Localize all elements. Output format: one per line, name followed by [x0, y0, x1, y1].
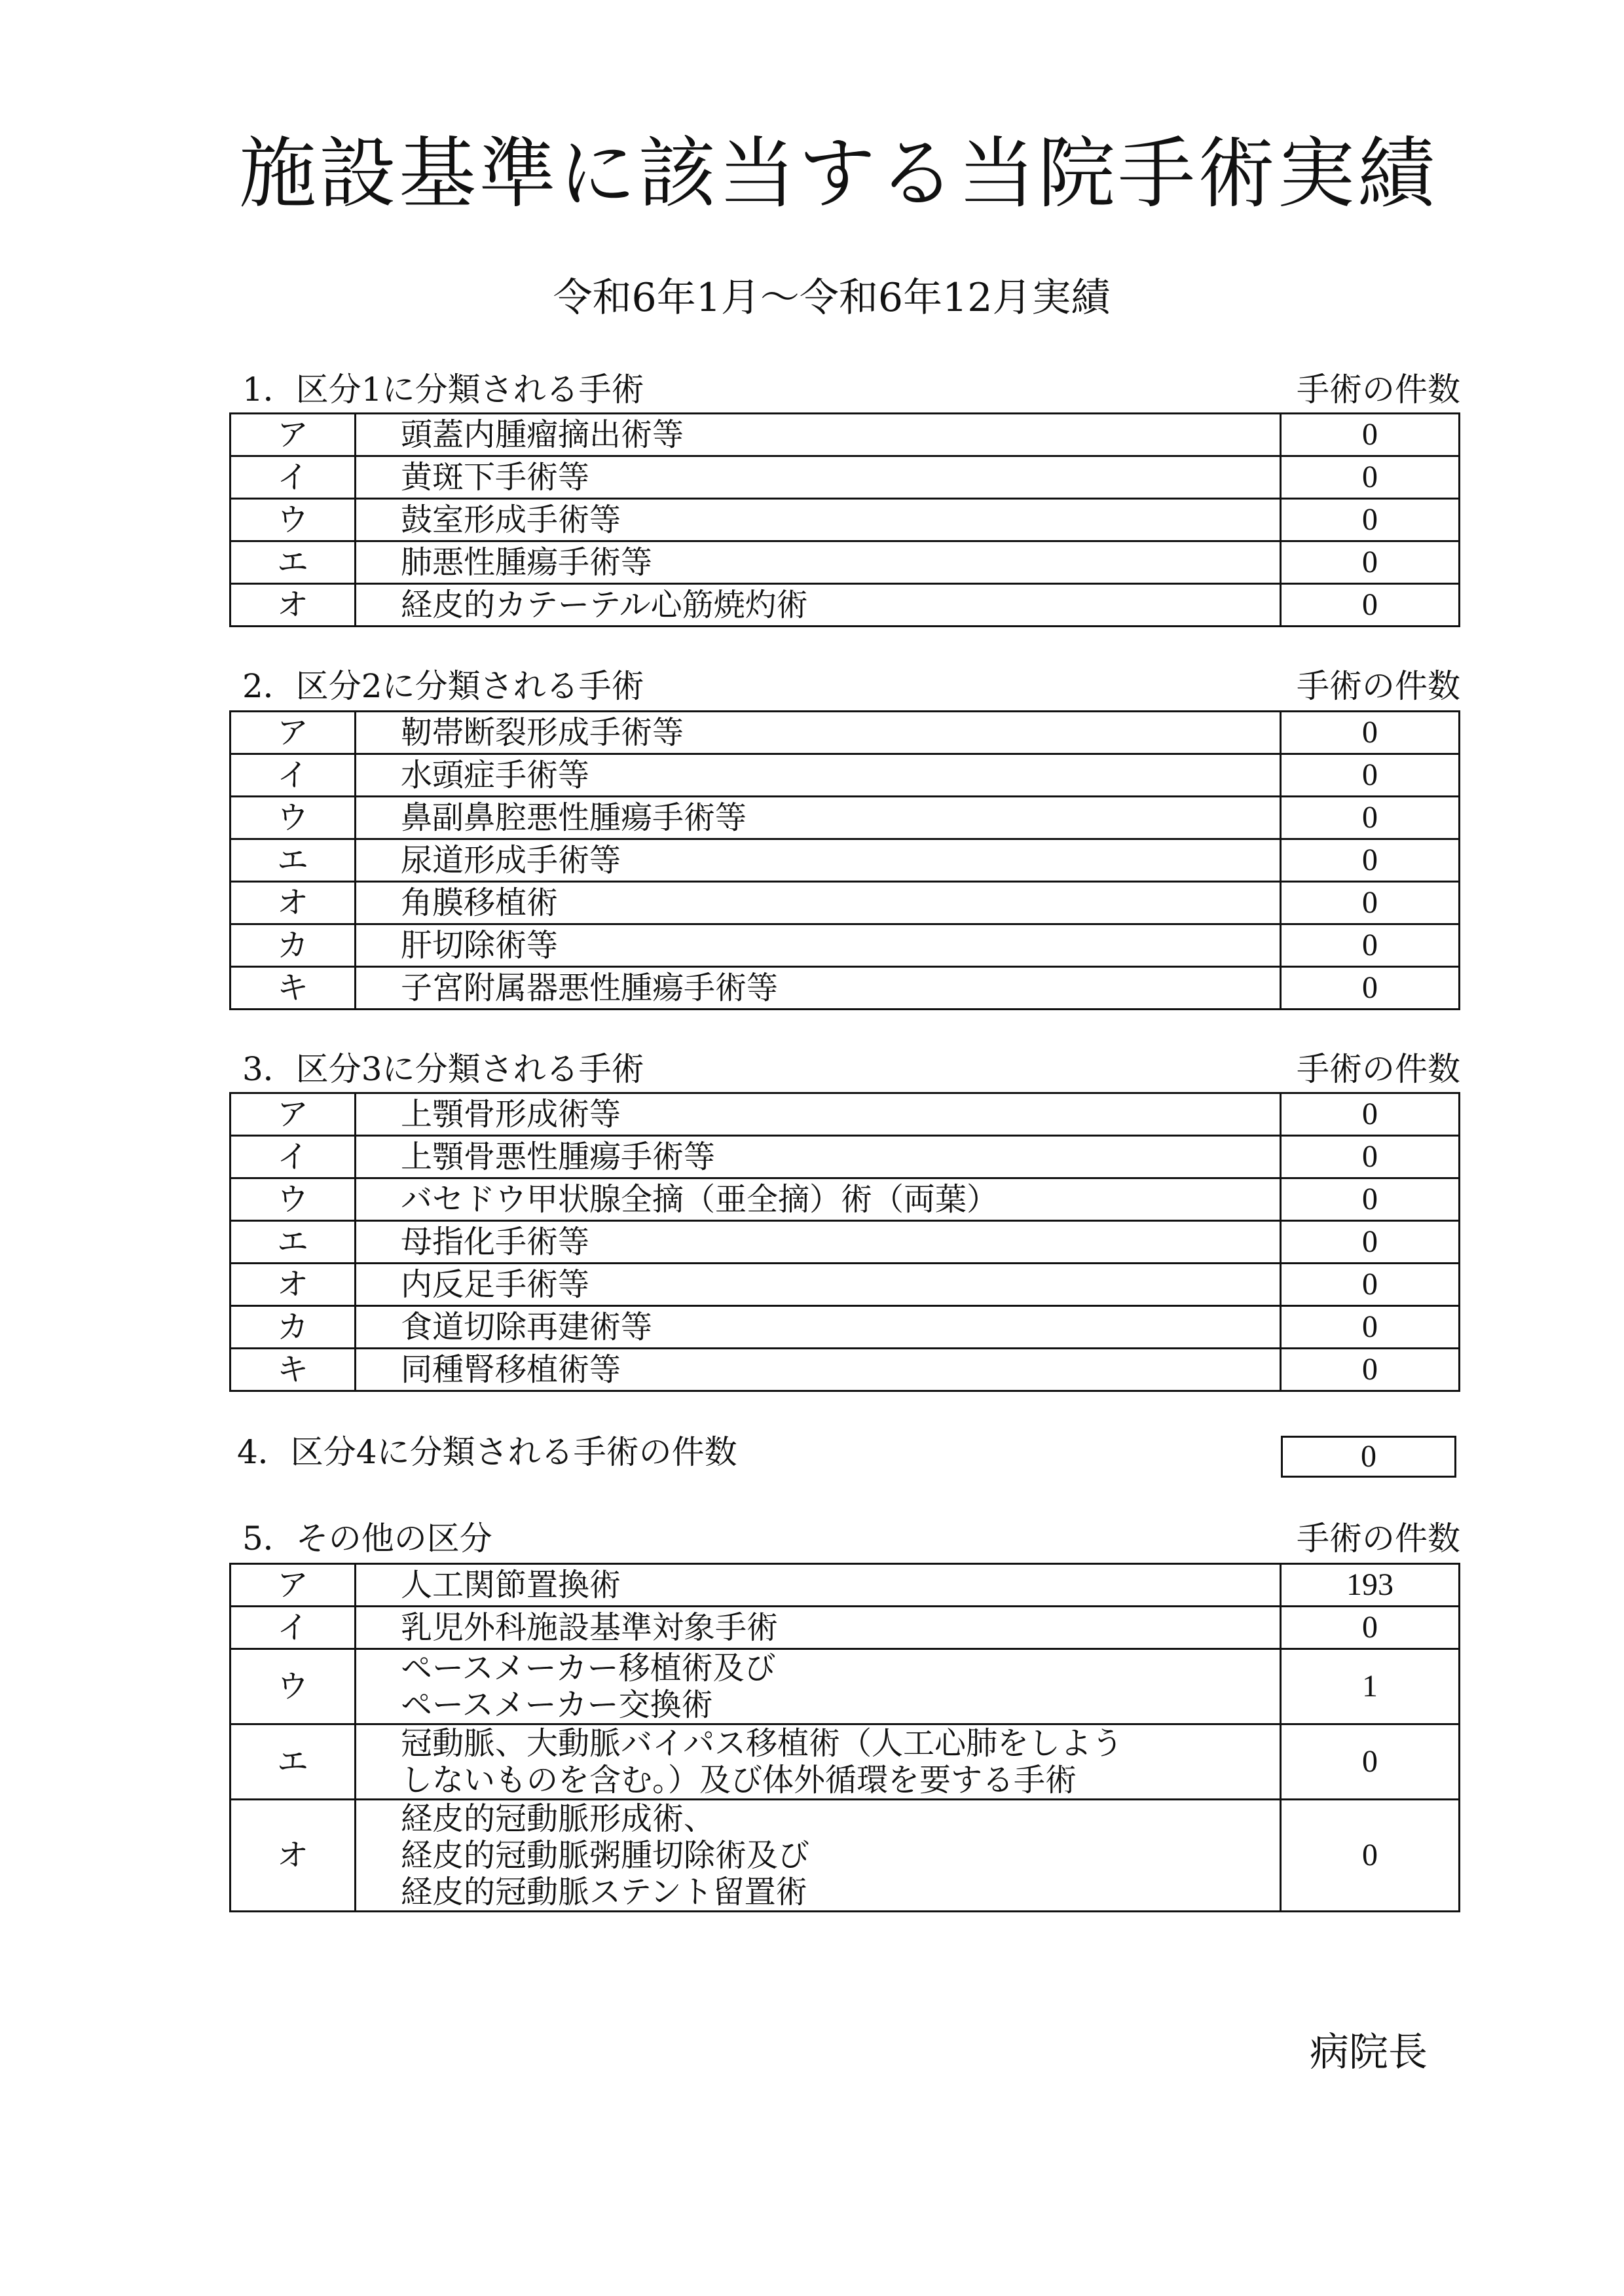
surgery-name	[356, 1649, 1281, 1724]
row-key: ア	[231, 1564, 356, 1607]
row-key: エ	[231, 1724, 356, 1800]
surgery-count: 0	[1281, 1306, 1460, 1349]
surgery-count: 0	[1281, 1349, 1460, 1391]
surgery-count: 0	[1281, 712, 1460, 754]
surgery-name-line: 冠動脈、大動脈バイパス移植術（人工心肺をしよう	[401, 1725, 1124, 1762]
surgery-count: 0	[1281, 1607, 1460, 1649]
surgery-name: 角膜移植術	[356, 882, 1281, 924]
surgery-count: 0	[1281, 499, 1460, 541]
table-row	[231, 1607, 1460, 1649]
section-5-title: 5．その他の区分	[242, 1520, 492, 1558]
surgery-count: 0	[1281, 797, 1460, 839]
row-key: エ	[231, 541, 356, 584]
surgery-name: 肺悪性腫瘍手術等	[356, 541, 1281, 584]
row-key: オ	[231, 882, 356, 924]
surgery-count: 193	[1281, 1564, 1460, 1607]
surgery-name: 肝切除術等	[356, 924, 1281, 967]
surgery-name: 同種腎移植術等	[356, 1349, 1281, 1391]
surgery-count: 0	[1281, 924, 1460, 967]
row-key: イ	[231, 1136, 356, 1178]
table-row	[231, 924, 1460, 967]
row-key: イ	[231, 1607, 356, 1649]
surgery-count: 0	[1281, 1178, 1460, 1221]
row-key: ア	[231, 712, 356, 754]
surgery-count: 0	[1281, 882, 1460, 924]
table-row	[231, 754, 1460, 797]
table-row	[231, 1093, 1460, 1136]
row-key: ウ	[231, 1649, 356, 1724]
table-row	[231, 541, 1460, 584]
surgery-count: 0	[1281, 456, 1460, 499]
surgery-name-line: ペースメーカー移植術及び	[401, 1650, 776, 1686]
surgery-name: 子宮附属器悪性腫瘍手術等	[356, 967, 1281, 1010]
surgery-count: 0	[1281, 1724, 1460, 1800]
table-row	[231, 1178, 1460, 1221]
surgery-name: 上顎骨悪性腫瘍手術等	[356, 1136, 1281, 1178]
section-1-table	[229, 412, 1460, 627]
surgery-name: 黄斑下手術等	[356, 456, 1281, 499]
surgery-count: 0	[1281, 754, 1460, 797]
section-3-header	[242, 1049, 1460, 1089]
section-1-header	[242, 370, 1460, 409]
table-row	[231, 882, 1460, 924]
table-row	[231, 1724, 1460, 1800]
row-key: ア	[231, 1093, 356, 1136]
table-row	[231, 456, 1460, 499]
hospital-director-signature: 病院長	[1310, 2030, 1428, 2075]
table-row	[231, 1649, 1460, 1724]
table-row	[231, 414, 1460, 456]
surgery-count: 0	[1281, 1221, 1460, 1264]
row-key: イ	[231, 754, 356, 797]
table-row	[231, 1136, 1460, 1178]
surgery-name	[356, 1724, 1281, 1800]
row-key: イ	[231, 456, 356, 499]
surgery-count: 0	[1281, 839, 1460, 882]
surgery-name: 靭帯断裂形成手術等	[356, 712, 1281, 754]
surgery-count: 0	[1281, 1093, 1460, 1136]
surgery-count: 0	[1281, 584, 1460, 627]
surgery-count: 0	[1281, 1264, 1460, 1306]
table-row	[231, 499, 1460, 541]
surgery-name-line: 経皮的冠動脈粥腫切除術及び	[401, 1837, 810, 1874]
surgery-name: 鼻副鼻腔悪性腫瘍手術等	[356, 797, 1281, 839]
surgery-name: 鼓室形成手術等	[356, 499, 1281, 541]
surgery-count: 1	[1281, 1649, 1460, 1724]
section-1-count-header: 手術の件数	[1297, 371, 1460, 409]
table-row	[231, 1349, 1460, 1391]
table-row	[231, 1306, 1460, 1349]
section-3-title: 3．区分3に分類される手術	[242, 1050, 644, 1088]
surgery-name: 尿道形成手術等	[356, 839, 1281, 882]
surgery-name	[356, 1800, 1281, 1912]
surgery-count: 0	[1281, 541, 1460, 584]
row-key: エ	[231, 1221, 356, 1264]
section-2-title: 2．区分2に分類される手術	[242, 667, 644, 705]
row-key: ウ	[231, 499, 356, 541]
surgery-count: 0	[1281, 414, 1460, 456]
surgery-name: 食道切除再建術等	[356, 1306, 1281, 1349]
row-key: カ	[231, 1306, 356, 1349]
surgery-name-line: しないものを含む。）及び体外循環を要する手術	[401, 1762, 1077, 1798]
row-key: ア	[231, 414, 356, 456]
surgery-name-line: 人工関節置換術	[401, 1567, 621, 1603]
row-key: キ	[231, 1349, 356, 1391]
section-4-label: 4．区分4に分類される手術の件数	[237, 1433, 737, 1471]
surgery-count: 0	[1281, 1136, 1460, 1178]
surgery-name-line: 経皮的冠動脈形成術、	[401, 1800, 716, 1837]
surgery-name: バセドウ甲状腺全摘（亜全摘）術（両葉）	[356, 1178, 1281, 1221]
surgery-name: 内反足手術等	[356, 1264, 1281, 1306]
report-period: 令和6年1月～令和6年12月実績	[553, 275, 1111, 321]
table-row	[231, 839, 1460, 882]
section-4-count: 0	[1281, 1436, 1456, 1478]
surgery-name	[356, 1607, 1281, 1649]
section-5-table	[229, 1563, 1460, 1912]
section-2-header	[242, 666, 1460, 706]
surgery-name-line: 乳児外科施設基準対象手術	[401, 1609, 779, 1646]
row-key: エ	[231, 839, 356, 882]
row-key: オ	[231, 1800, 356, 1912]
surgery-count: 0	[1281, 1800, 1460, 1912]
table-row	[231, 1264, 1460, 1306]
page-title: 施設基準に該当する当院手術実績	[238, 128, 1437, 219]
surgery-name: 水頭症手術等	[356, 754, 1281, 797]
surgery-name: 母指化手術等	[356, 1221, 1281, 1264]
surgery-name-line: 経皮的冠動脈ステント留置術	[401, 1874, 807, 1910]
surgery-name	[356, 1564, 1281, 1607]
table-row	[231, 1221, 1460, 1264]
section-1-title: 1．区分1に分類される手術	[242, 371, 644, 409]
surgery-name: 上顎骨形成術等	[356, 1093, 1281, 1136]
surgery-name: 経皮的カテーテル心筋焼灼術	[356, 584, 1281, 627]
row-key: キ	[231, 967, 356, 1010]
surgery-count: 0	[1281, 967, 1460, 1010]
row-key: オ	[231, 584, 356, 627]
table-row	[231, 584, 1460, 627]
table-row	[231, 797, 1460, 839]
table-row	[231, 1564, 1460, 1607]
section-5-header	[242, 1519, 1460, 1558]
section-3-count-header: 手術の件数	[1297, 1050, 1460, 1088]
table-row	[231, 1800, 1460, 1912]
row-key: カ	[231, 924, 356, 967]
row-key: ウ	[231, 1178, 356, 1221]
section-5-count-header: 手術の件数	[1297, 1520, 1460, 1558]
section-2-count-header: 手術の件数	[1297, 667, 1460, 705]
table-row	[231, 967, 1460, 1010]
row-key: オ	[231, 1264, 356, 1306]
surgery-name-line: ペースメーカー交換術	[401, 1686, 713, 1723]
surgery-name: 頭蓋内腫瘤摘出術等	[356, 414, 1281, 456]
table-row	[231, 712, 1460, 754]
row-key: ウ	[231, 797, 356, 839]
section-3-table	[229, 1092, 1460, 1392]
section-2-table	[229, 710, 1460, 1010]
